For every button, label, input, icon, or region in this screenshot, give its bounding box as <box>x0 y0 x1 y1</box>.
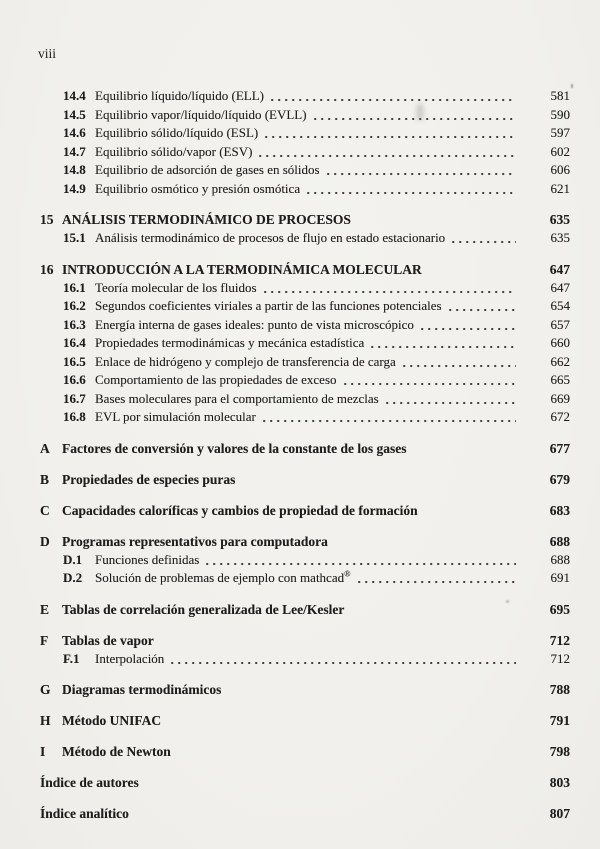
toc-section <box>40 439 570 458</box>
entry-number: 14.5 <box>63 106 86 122</box>
dot-leader <box>344 383 516 385</box>
entry-number: 16.6 <box>63 372 86 387</box>
dot-leader <box>161 643 516 645</box>
entry-number: 14.6 <box>63 125 86 140</box>
entry-page: 672 <box>550 409 570 424</box>
dot-leader <box>206 563 516 565</box>
dot-leader <box>136 817 516 819</box>
entry-title: INTRODUCCIÓN A LA TERMODINÁMICA MOLECULAR <box>62 261 422 277</box>
toc-section <box>40 87 570 198</box>
entry-number: 16.8 <box>63 409 86 424</box>
entry-title: Funciones definidas <box>95 551 200 567</box>
entry-title: Análisis termodinámico de procesos de flujo en estado estacionario <box>95 230 446 245</box>
entry-title: Interpolación <box>95 650 165 666</box>
dot-leader <box>168 724 516 726</box>
entry-number: 14.9 <box>63 180 86 196</box>
entry-page: 590 <box>550 106 570 122</box>
dot-leader <box>228 693 516 695</box>
entry-page: 597 <box>550 125 570 140</box>
dot-leader <box>413 451 516 453</box>
toc-entry <box>40 279 570 298</box>
entry-page: 683 <box>549 502 570 518</box>
toc-entry <box>40 210 570 229</box>
entry-title: Método de Newton <box>62 744 171 759</box>
dot-leader <box>271 99 516 101</box>
toc-entry <box>40 569 570 588</box>
entry-number: C <box>40 502 50 518</box>
toc-entry <box>40 711 570 730</box>
entry-page: 602 <box>550 143 570 159</box>
toc-entry <box>40 334 570 353</box>
toc-entry <box>40 124 570 143</box>
entry-page: 803 <box>549 775 570 790</box>
entry-number: 16.1 <box>63 279 86 295</box>
dot-leader <box>314 118 516 120</box>
dot-leader <box>264 291 516 293</box>
entry-number: E <box>40 601 50 617</box>
entry-page: 657 <box>550 316 570 332</box>
dot-leader <box>358 581 516 583</box>
toc-entry <box>40 470 570 489</box>
entry-title: Comportamiento de las propiedades de exceso <box>95 372 337 387</box>
entry-title: Equilibrio vapor/líquido/líquido (EVLL) <box>95 106 307 122</box>
entry-page: 647 <box>550 279 570 295</box>
entry-page: 691 <box>550 570 570 585</box>
entry-page: 688 <box>549 533 570 549</box>
toc-entry <box>40 631 570 650</box>
entry-number: 15.1 <box>63 230 86 245</box>
dot-leader <box>265 136 516 138</box>
entry-title: Equilibrio osmótico y presión osmótica <box>95 180 301 196</box>
dot-leader <box>429 272 516 274</box>
entry-title: Factores de conversión y valores de la constante de los gases <box>62 440 407 456</box>
entry-title: Índice analítico <box>40 806 129 821</box>
toc-entry <box>40 532 570 551</box>
toc-entry <box>40 680 570 699</box>
dot-leader <box>351 612 516 614</box>
entry-number: 16.3 <box>63 316 86 332</box>
entry-number: I <box>40 744 46 759</box>
toc-entry <box>40 87 570 106</box>
toc-entry <box>40 161 570 180</box>
entry-page: 798 <box>549 744 570 759</box>
entry-page: 606 <box>550 162 570 177</box>
toc-entry <box>40 439 570 458</box>
entry-page: 688 <box>550 551 570 567</box>
entry-page: 635 <box>550 230 570 245</box>
entry-number: G <box>40 682 51 697</box>
dot-leader <box>242 482 516 484</box>
entry-title: Energía interna de gases ideales: punto de vista microscópico <box>95 316 414 332</box>
entry-title: Bases moleculares para el comportamiento de mezclas <box>95 390 379 406</box>
dot-leader <box>358 223 516 225</box>
entry-number: F.1 <box>63 650 80 666</box>
dot-leader <box>178 755 516 757</box>
entry-page: 679 <box>549 471 570 487</box>
entry-page: 665 <box>550 372 570 387</box>
dot-leader <box>452 241 516 243</box>
dot-leader <box>386 402 516 404</box>
toc-entry <box>40 353 570 372</box>
entry-page: 791 <box>549 713 570 728</box>
toc-entry <box>40 229 570 248</box>
entry-title: Equilibrio de adsorción de gases en sólidos <box>95 162 320 177</box>
entry-page: 677 <box>549 440 570 456</box>
entry-number: 16 <box>40 261 54 277</box>
entry-title: Índice de autores <box>40 775 139 790</box>
entry-page: 807 <box>549 806 570 821</box>
toc-entry <box>40 650 570 669</box>
page-folio: viii <box>38 46 57 61</box>
dot-leader <box>263 420 516 422</box>
dot-leader <box>371 346 516 348</box>
dot-leader <box>171 662 516 664</box>
toc-entry <box>40 742 570 761</box>
toc-section <box>40 470 570 489</box>
entry-page: 654 <box>550 298 570 313</box>
entry-title: Teoría molecular de los fluidos <box>95 279 257 295</box>
entry-number: D.1 <box>63 551 83 567</box>
entry-page: 662 <box>550 353 570 369</box>
toc-entry <box>40 408 570 427</box>
entry-title: Propiedades termodinámicas y mecánica estadística <box>95 335 365 350</box>
entry-page: 712 <box>550 650 570 666</box>
entry-title: Solución de problemas de ejemplo con mathcad® <box>95 568 351 585</box>
entry-title: EVL por simulación molecular <box>95 409 256 424</box>
toc-entry <box>40 390 570 409</box>
toc-entry <box>40 143 570 162</box>
toc-section <box>40 210 570 248</box>
entry-title: Equilibrio sólido/líquido (ESL) <box>95 125 259 140</box>
entry-page: 712 <box>549 632 570 648</box>
entry-page: 581 <box>550 88 570 103</box>
entry-number: 16.5 <box>63 353 86 369</box>
toc-entry <box>40 501 570 520</box>
entry-title: Capacidades caloríficas y cambios de propiedad de formación <box>62 502 418 518</box>
entry-title: Tablas de vapor <box>62 632 154 648</box>
dot-leader <box>146 786 516 788</box>
entry-number: 14.4 <box>63 88 86 103</box>
scan-speck <box>571 84 573 88</box>
toc-entry <box>40 106 570 125</box>
toc-section <box>40 600 570 619</box>
entry-page: 788 <box>549 682 570 697</box>
toc-entry <box>40 316 570 335</box>
toc-entry <box>40 600 570 619</box>
toc-section <box>40 631 570 669</box>
entry-title: Equilibrio sólido/vapor (ESV) <box>95 143 253 159</box>
dot-leader <box>421 328 516 330</box>
dot-leader <box>259 155 516 157</box>
dot-leader <box>307 192 516 194</box>
entry-title: ANÁLISIS TERMODINÁMICO DE PROCESOS <box>62 212 351 227</box>
entry-title: Propiedades de especies puras <box>62 471 236 487</box>
entry-page: 695 <box>549 601 570 617</box>
entry-number: 15 <box>40 212 54 227</box>
toc-entry <box>40 371 570 390</box>
entry-number: D <box>40 533 50 549</box>
toc-section <box>40 773 570 792</box>
toc-section <box>40 532 570 588</box>
entry-number: H <box>40 713 51 728</box>
toc-section <box>40 260 570 427</box>
toc-entry <box>40 260 570 279</box>
toc-section <box>40 680 570 699</box>
entry-title: Programas representativos para computadora <box>62 533 328 549</box>
entry-title: Método UNIFAC <box>62 713 162 728</box>
entry-number: 16.4 <box>63 335 86 350</box>
entry-number: B <box>40 471 50 487</box>
dot-leader <box>327 173 516 175</box>
toc-entry <box>40 773 570 792</box>
entry-title: Enlace de hidrógeno y complejo de transferencia de carga <box>95 353 396 369</box>
toc-section <box>40 711 570 730</box>
toc-section <box>40 501 570 520</box>
entry-title: Tablas de correlación generalizada de Lee/Kesler <box>62 601 345 617</box>
entry-page: 635 <box>549 212 570 227</box>
dot-leader <box>335 544 516 546</box>
entry-number: 14.8 <box>63 162 86 177</box>
dot-leader <box>425 513 516 515</box>
dot-leader <box>449 309 516 311</box>
entry-number: A <box>40 440 50 456</box>
table-of-contents <box>40 87 570 823</box>
entry-page: 647 <box>549 261 570 277</box>
entry-number: 16.7 <box>63 390 86 406</box>
toc-entry <box>40 551 570 570</box>
toc-entry <box>40 180 570 199</box>
entry-number: F <box>40 632 49 648</box>
toc-entry <box>40 804 570 823</box>
entry-title: Segundos coeficientes viriales a partir de las funciones potenciales <box>95 298 442 313</box>
entry-page: 660 <box>550 335 570 350</box>
toc-section <box>40 742 570 761</box>
entry-number: 16.2 <box>63 298 86 313</box>
registered-mark: ® <box>344 568 351 579</box>
entry-page: 669 <box>550 390 570 406</box>
entry-title: Diagramas termodinámicos <box>62 682 222 697</box>
entry-page: 621 <box>550 180 570 196</box>
dot-leader <box>403 365 516 367</box>
entry-title: Equilibrio líquido/líquido (ELL) <box>95 88 264 103</box>
entry-number: 14.7 <box>63 143 86 159</box>
toc-entry <box>40 297 570 316</box>
entry-number: D.2 <box>63 570 83 585</box>
toc-section <box>40 804 570 823</box>
